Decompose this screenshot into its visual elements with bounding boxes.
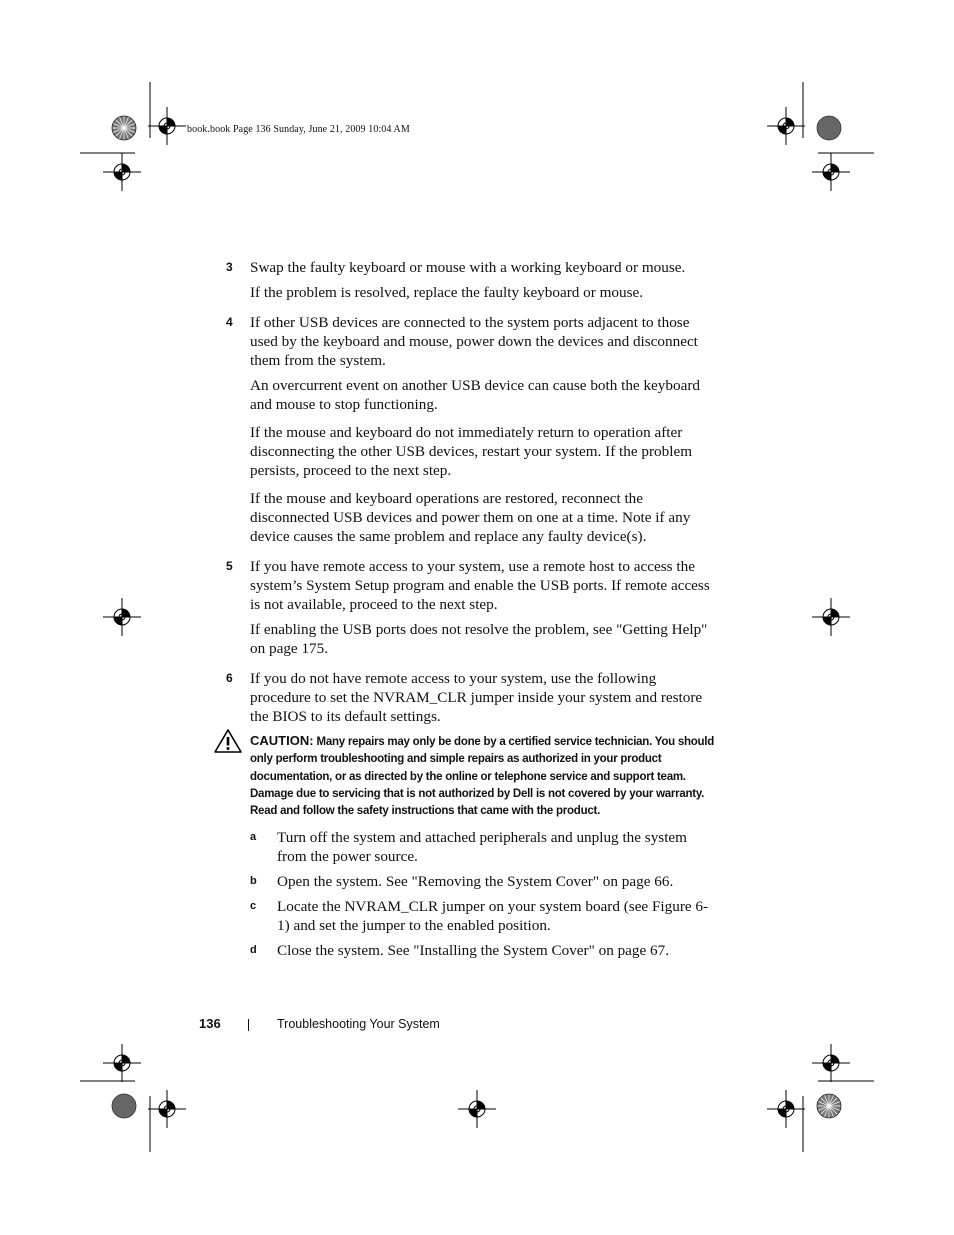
substep-c bbox=[226, 897, 716, 935]
substep-text: Open the system. See "Removing the System Cover" on page 66. bbox=[277, 873, 674, 891]
step-number: 5 bbox=[226, 559, 233, 573]
footer-section-title: Troubleshooting Your System bbox=[277, 1017, 440, 1031]
print-slug: book.book Page 136 Sunday, June 21, 2009 10:04 AM bbox=[187, 124, 410, 135]
step-number: 3 bbox=[226, 260, 233, 274]
caution-body: Many repairs may only be done by a certified service technician. You should only perform troubleshooting and simple repairs as authorized in your product documentation, or as directed by the online or telephone service and support team. Damage due to servicing that is not authorized by Dell is not covered by your warranty. Read and follow the safety instructions that came with the product. bbox=[250, 736, 715, 818]
substep-letter: c bbox=[250, 900, 257, 913]
substep-text: Turn off the system and attached peripherals and unplug the system from the power source. bbox=[277, 829, 687, 866]
substep-a bbox=[226, 828, 716, 866]
page-content bbox=[226, 258, 716, 966]
caution-text bbox=[250, 732, 716, 820]
step-number: 6 bbox=[226, 671, 233, 685]
step-note: If the problem is resolved, replace the faulty keyboard or mouse. bbox=[250, 284, 644, 301]
substep-letter: d bbox=[250, 944, 257, 957]
page-number: 136 bbox=[199, 1016, 221, 1031]
substep-letter: b bbox=[250, 875, 257, 888]
step-note: If the mouse and keyboard operations are restored, reconnect the disconnected USB devices and power them on one at a time. Note if any device causes the same problem and replace any faulty device(s). bbox=[250, 490, 691, 545]
substep-text: Locate the NVRAM_CLR jumper on your system board (see Figure 6-1) and set the jumper to the enabled position. bbox=[277, 898, 709, 935]
step-text: If other USB devices are connected to the system ports adjacent to those used by the keyboard and mouse, power down the devices and disconnect them from the system. bbox=[250, 314, 698, 369]
step-text: If you have remote access to your system, use a remote host to access the system’s System Setup program and enable the USB ports. If remote access is not available, proceed to the next step. bbox=[250, 558, 710, 613]
substep-b bbox=[226, 872, 716, 891]
footer-divider bbox=[248, 1019, 249, 1031]
caution-label: CAUTION: bbox=[250, 733, 314, 748]
step-5 bbox=[226, 557, 716, 658]
substep-text: Close the system. See "Installing the System Cover" on page 67. bbox=[277, 942, 670, 960]
step-4 bbox=[226, 313, 716, 546]
step-6 bbox=[226, 669, 716, 726]
substep-d bbox=[226, 941, 716, 960]
warning-triangle-icon bbox=[213, 728, 243, 754]
step-3 bbox=[226, 258, 716, 302]
step-note: If enabling the USB ports does not resolve the problem, see "Getting Help" on page 175. bbox=[250, 621, 708, 657]
step-text: Swap the faulty keyboard or mouse with a working keyboard or mouse. bbox=[250, 259, 686, 276]
step-note: If the mouse and keyboard do not immediately return to operation after disconnecting the other USB devices, restart your system. If the problem persists, proceed to the next step. bbox=[250, 424, 693, 479]
step-note: An overcurrent event on another USB device can cause both the keyboard and mouse to stop functioning. bbox=[250, 377, 700, 413]
substep-letter: a bbox=[250, 831, 257, 844]
step-number: 4 bbox=[226, 315, 233, 329]
caution-notice bbox=[226, 732, 716, 820]
step-text: If you do not have remote access to your system, use the following procedure to set the NVRAM_CLR jumper inside your system and restore the BIOS to its default settings. bbox=[250, 670, 703, 725]
